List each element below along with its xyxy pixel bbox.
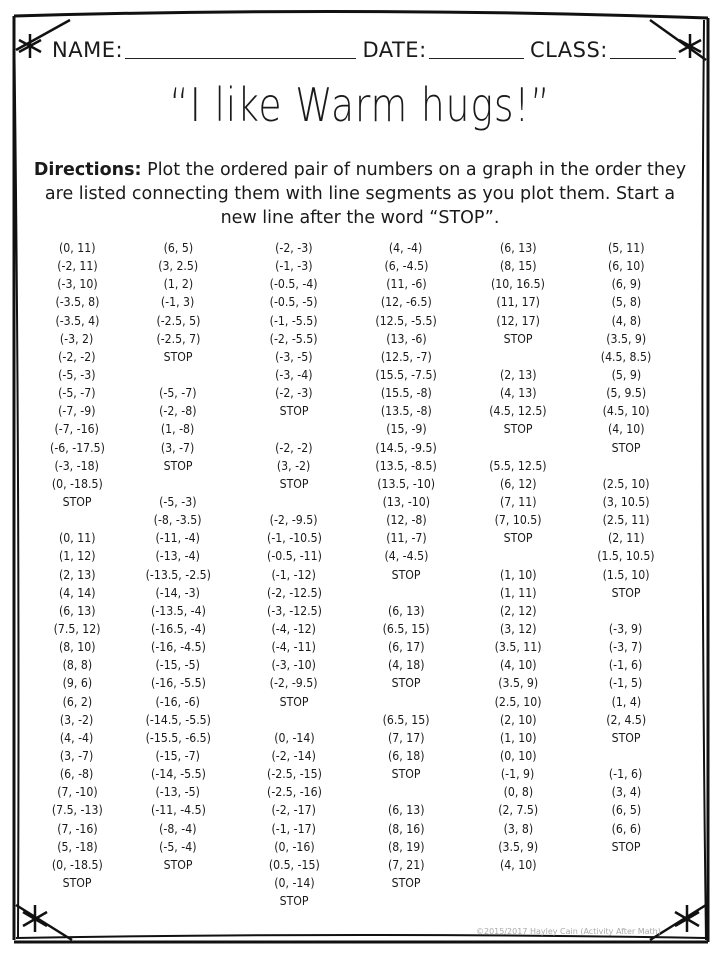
ordered-pair: (-3, 7) [609, 640, 643, 655]
ordered-pair: (3, -7) [161, 440, 195, 455]
ordered-pair: (-7, -9) [58, 404, 96, 419]
ordered-pair: (12, -6.5) [380, 295, 432, 310]
ordered-pair: (7, 21) [387, 857, 425, 872]
ordered-pair: (1, 10) [499, 730, 537, 745]
ordered-pair: (1, 11) [499, 585, 537, 600]
ordered-pair: (-1, 3) [161, 295, 195, 310]
ordered-pair: (-13.5, -2.5) [145, 567, 211, 582]
ordered-pair: (6, 10) [607, 259, 645, 274]
ordered-pair: (-2, -3) [275, 386, 313, 401]
stop-marker: STOP [163, 349, 193, 364]
ordered-pair: (-0.5, -11) [266, 549, 322, 564]
ordered-pair: (-2.5, -16) [266, 785, 322, 800]
stop-marker: STOP [503, 331, 533, 346]
ordered-pair: (12.5, -7) [380, 349, 432, 364]
ordered-pair: (-3, 9) [609, 621, 643, 636]
stop-marker: STOP [391, 875, 421, 890]
worksheet-title: “I like Warm hugs!” [169, 78, 551, 132]
ordered-pair: (-2, -2) [275, 440, 313, 455]
ordered-pair: (6.5, 15) [382, 712, 430, 727]
ordered-pair: (0, 8) [503, 785, 533, 800]
ordered-pair: (12, 17) [496, 313, 540, 328]
ordered-pair: (-2, -17) [271, 803, 317, 818]
ordered-pair: (-5, -7) [159, 386, 197, 401]
ordered-pair: (-5, -3) [58, 367, 96, 382]
ordered-pair: (-3, -5) [275, 349, 313, 364]
ordered-pair: (-11, -4) [155, 531, 201, 546]
ordered-pair: (6, 13) [499, 241, 537, 255]
ordered-pair: (-1, -17) [271, 821, 317, 836]
ordered-pair: (2, 10) [499, 712, 537, 727]
ordered-pair: (3, 8) [503, 821, 533, 836]
ordered-pair: (6, 2) [62, 694, 92, 709]
ordered-pair: (-2, -14) [271, 748, 317, 763]
class-label: CLASS: [529, 38, 608, 62]
ordered-pair: (7, 17) [387, 730, 425, 745]
ordered-pair: (-16.5, -4) [150, 621, 206, 636]
ordered-pair: (-8, -4) [159, 821, 197, 836]
ordered-pair: (4, 10) [499, 658, 537, 673]
ordered-pair: (-2.5, -15) [266, 767, 322, 782]
ordered-pair: (6, 18) [387, 748, 425, 763]
ordered-pair: (8, 16) [387, 821, 425, 836]
ordered-pair: (-2, -3) [275, 241, 313, 255]
ordered-pair: (11, 17) [496, 295, 540, 310]
ordered-pair: (3, -2) [277, 458, 311, 473]
ordered-pair: (-0.5, -4) [270, 277, 318, 292]
ordered-pair: (-3.5, 4) [55, 313, 99, 328]
ordered-pair: (2, 13) [499, 367, 537, 382]
ordered-pair: (8, 8) [62, 658, 92, 673]
ordered-pair: (-2, -9.5) [270, 513, 318, 528]
ordered-pair: (1, 10) [499, 567, 537, 582]
ordered-pair: (13, -10) [382, 494, 430, 509]
ordered-pair: (1, -8) [161, 422, 195, 437]
ordered-pair: (3.5, 9) [498, 676, 538, 691]
student-info-header [52, 36, 682, 62]
name-field-line[interactable] [125, 36, 356, 59]
ordered-pair: (-1, 5) [609, 676, 643, 691]
ordered-pair: (5, 9.5) [606, 386, 646, 401]
ordered-pair: (-2, -12.5) [266, 585, 322, 600]
ordered-pair: (1.5, 10.5) [597, 549, 655, 564]
ordered-pair: (-1, -12) [271, 567, 317, 582]
ordered-pair: (-16, -4.5) [150, 640, 206, 655]
ordered-pair: (2.5, 10) [602, 476, 650, 491]
ordered-pair: (2, 13) [58, 567, 96, 582]
ordered-pair: (-6, -17.5) [49, 440, 105, 455]
ordered-pair: (-4, -12) [271, 621, 317, 636]
stop-marker: STOP [611, 839, 641, 854]
ordered-pair: (-5, -4) [159, 839, 197, 854]
ordered-pair: (-2, -8) [159, 404, 197, 419]
ordered-pair: (13, -6) [385, 331, 427, 346]
ordered-pair: (-2, -9.5) [270, 676, 318, 691]
ordered-pair: (3, 10.5) [602, 494, 650, 509]
ordered-pair: (0.5, -15) [268, 857, 320, 872]
ordered-pair: (3, 12) [499, 621, 537, 636]
ordered-pair: (-15, -7) [155, 748, 201, 763]
coordinate-column-1 [36, 239, 118, 928]
coordinate-column-5 [462, 239, 574, 928]
ordered-pair: (3, 2.5) [158, 259, 198, 274]
ordered-pair: (-11, -4.5) [150, 803, 206, 818]
ordered-pair: (1, 2) [163, 277, 193, 292]
ordered-pair: (-2, -5.5) [270, 331, 318, 346]
ordered-pair: (7, 10.5) [494, 513, 542, 528]
ordered-pair: (-1, 6) [609, 658, 643, 673]
ordered-pair: (8, 10) [58, 640, 96, 655]
ordered-pair: (-16, -5.5) [150, 676, 206, 691]
ordered-pair: (4, 14) [58, 585, 96, 600]
ordered-pair: (1, 12) [58, 549, 96, 564]
stop-marker: STOP [279, 476, 309, 491]
ordered-pair: (11, -6) [385, 277, 427, 292]
ordered-pair: (-3, 10) [56, 277, 98, 292]
ordered-pair: (-5, -3) [159, 494, 197, 509]
ordered-pair: (12.5, -5.5) [375, 313, 437, 328]
ordered-pair: (15, -9) [385, 422, 427, 437]
ordered-pair: (-3, 2) [60, 331, 94, 346]
ordered-pair: (3.5, 11) [494, 640, 542, 655]
date-label: DATE: [362, 38, 427, 62]
stop-marker: STOP [391, 676, 421, 691]
ordered-pair: (-1, 6) [609, 767, 643, 782]
ordered-pair: (6, 17) [387, 640, 425, 655]
ordered-pair: (6, 5) [163, 241, 193, 255]
ordered-pair: (-15, -5) [155, 658, 201, 673]
ordered-pair: (4.5, 12.5) [489, 404, 547, 419]
ordered-pair: (5.5, 12.5) [489, 458, 547, 473]
ordered-pair: (11, -7) [385, 531, 427, 546]
ordered-pair: (7.5, -13) [51, 803, 103, 818]
ordered-pair: (-1, -3) [275, 259, 313, 274]
ordered-pair: (6, 6) [611, 821, 641, 836]
ordered-pair: (1, 4) [611, 694, 641, 709]
ordered-pair: (4, -4) [389, 241, 423, 255]
ordered-pair: (2.5, 11) [602, 513, 650, 528]
coordinate-pairs-grid [36, 239, 692, 928]
ordered-pair: (4, 10) [499, 857, 537, 872]
stop-marker: STOP [279, 694, 309, 709]
ordered-pair: (-16, -6) [155, 694, 201, 709]
ordered-pair: (-3, -4) [275, 367, 313, 382]
coordinate-column-4 [350, 239, 462, 928]
ordered-pair: (-3, -10) [271, 658, 317, 673]
ordered-pair: (-1, 9) [501, 767, 535, 782]
ordered-pair: (-2.5, 5) [156, 313, 200, 328]
coordinate-column-2 [118, 239, 238, 928]
ordered-pair: (2.5, 10) [494, 694, 542, 709]
stop-marker: STOP [279, 894, 309, 909]
stop-marker: STOP [163, 857, 193, 872]
ordered-pair: (2, 11) [607, 531, 645, 546]
ordered-pair: (-13.5, -4) [150, 603, 206, 618]
stop-marker: STOP [391, 567, 421, 582]
ordered-pair: (-5, -7) [58, 386, 96, 401]
ordered-pair: (-3, -18) [54, 458, 100, 473]
ordered-pair: (6, 13) [387, 803, 425, 818]
ordered-pair: (6, 9) [611, 277, 641, 292]
ordered-pair: (-2, -2) [58, 349, 96, 364]
ordered-pair: (-1, -10.5) [266, 531, 322, 546]
directions-text: Plot the ordered pair of numbers on a graph in the order they are listed connecting them with line segments as you plot them. Start a new line after the word “STOP”. [44, 160, 687, 228]
ordered-pair: (8, 15) [499, 259, 537, 274]
ordered-pair: (3, -7) [60, 748, 94, 763]
ordered-pair: (6, -4.5) [384, 259, 428, 274]
ordered-pair: (1.5, 10) [602, 567, 650, 582]
ordered-pair: (13.5, -8) [380, 404, 432, 419]
ordered-pair: (4, -4) [60, 730, 94, 745]
stop-marker: STOP [391, 767, 421, 782]
ordered-pair: (3, -2) [60, 712, 94, 727]
ordered-pair: (0, -16) [273, 839, 315, 854]
ordered-pair: (-1, -5.5) [270, 313, 318, 328]
ordered-pair: (2, 4.5) [606, 712, 646, 727]
ordered-pair: (7, -10) [56, 785, 98, 800]
ordered-pair: (6.5, 15) [382, 621, 430, 636]
ordered-pair: (4.5, 8.5) [600, 349, 652, 364]
ordered-pair: (5, 9) [611, 367, 641, 382]
directions-label: Directions: [33, 160, 142, 180]
ordered-pair: (6, 12) [499, 476, 537, 491]
stop-marker: STOP [62, 875, 92, 890]
ordered-pair: (6, 5) [611, 803, 641, 818]
class-field-line[interactable] [610, 36, 676, 59]
ordered-pair: (5, 8) [611, 295, 641, 310]
ordered-pair: (3, 4) [611, 785, 641, 800]
ordered-pair: (-14, -3) [155, 585, 201, 600]
stop-marker: STOP [163, 458, 193, 473]
copyright-footer: ©2015/2017 Hayley Cain (Activity After Math) [476, 927, 661, 936]
ordered-pair: (6, 13) [58, 603, 96, 618]
ordered-pair: (7, -16) [56, 821, 98, 836]
ordered-pair: (-13, -4) [155, 549, 201, 564]
ordered-pair: (-7, -16) [54, 422, 100, 437]
ordered-pair: (0, -18.5) [51, 476, 103, 491]
ordered-pair: (2, 12) [499, 603, 537, 618]
ordered-pair: (0, -14) [273, 730, 315, 745]
stop-marker: STOP [611, 730, 641, 745]
ordered-pair: (0, -14) [273, 875, 315, 890]
ordered-pair: (4, 13) [499, 386, 537, 401]
ordered-pair: (2, 7.5) [498, 803, 538, 818]
ordered-pair: (6, -8) [60, 767, 94, 782]
ordered-pair: (7, 11) [499, 494, 537, 509]
ordered-pair: (-2.5, 7) [156, 331, 200, 346]
ordered-pair: (0, 11) [58, 241, 96, 255]
ordered-pair: (4, -4.5) [384, 549, 428, 564]
ordered-pair: (4, 18) [387, 658, 425, 673]
ordered-pair: (4, 10) [607, 422, 645, 437]
ordered-pair: (-3, -12.5) [266, 603, 322, 618]
ordered-pair: (5, 11) [607, 241, 645, 255]
ordered-pair: (12, -8) [385, 513, 427, 528]
ordered-pair: (-2, 11) [56, 259, 98, 274]
ordered-pair: (-8, -3.5) [154, 513, 202, 528]
name-label: NAME: [52, 38, 124, 62]
ordered-pair: (0, 10) [499, 748, 537, 763]
ordered-pair: (-14, -5.5) [150, 767, 206, 782]
date-field-line[interactable] [429, 36, 524, 59]
ordered-pair: (15.5, -7.5) [375, 367, 437, 382]
ordered-pair: (7.5, 12) [53, 621, 101, 636]
ordered-pair: (5, -18) [56, 839, 98, 854]
stop-marker: STOP [611, 440, 641, 455]
stop-marker: STOP [279, 404, 309, 419]
ordered-pair: (0, -18.5) [51, 857, 103, 872]
ordered-pair: (15.5, -8) [380, 386, 432, 401]
ordered-pair: (10, 16.5) [491, 277, 545, 292]
ordered-pair: (6, 13) [387, 603, 425, 618]
ordered-pair: (9, 6) [62, 676, 92, 691]
ordered-pair: (13.5, -10) [377, 476, 435, 491]
stop-marker: STOP [503, 422, 533, 437]
ordered-pair: (13.5, -8.5) [375, 458, 437, 473]
ordered-pair: (0, 11) [58, 531, 96, 546]
stop-marker: STOP [503, 531, 533, 546]
ordered-pair: (-13, -5) [155, 785, 201, 800]
directions [30, 158, 690, 230]
ordered-pair: (-14.5, -5.5) [145, 712, 211, 727]
ordered-pair: (3.5, 9) [606, 331, 646, 346]
ordered-pair: (-0.5, -5) [270, 295, 318, 310]
ordered-pair: (-3.5, 8) [55, 295, 99, 310]
coordinate-column-3 [238, 239, 350, 928]
coordinate-column-6 [574, 239, 678, 928]
ordered-pair: (3.5, 9) [498, 839, 538, 854]
ordered-pair: (4.5, 10) [602, 404, 650, 419]
ordered-pair: (-4, -11) [271, 640, 317, 655]
ordered-pair: (-15.5, -6.5) [145, 730, 211, 745]
ordered-pair: (8, 19) [387, 839, 425, 854]
ordered-pair: (14.5, -9.5) [375, 440, 437, 455]
ordered-pair: (4, 8) [611, 313, 641, 328]
stop-marker: STOP [611, 585, 641, 600]
stop-marker: STOP [62, 494, 92, 509]
